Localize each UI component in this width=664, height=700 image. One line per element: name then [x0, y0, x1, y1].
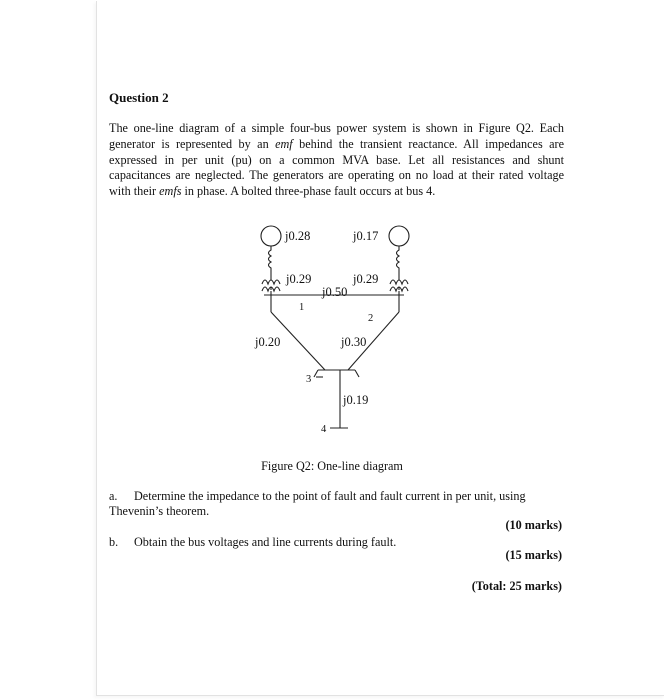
- task-b-text: Obtain the bus voltages and line currents during fault.: [134, 535, 397, 549]
- bus-1-label: 1: [299, 302, 305, 313]
- question-title: Question 2: [109, 90, 169, 105]
- line-3-4-label: j0.19: [343, 393, 369, 407]
- task-a: [109, 489, 564, 519]
- gen1-reactance-label: j0.28: [285, 229, 311, 243]
- line-2-3-label: j0.30: [341, 335, 367, 349]
- task-b: [109, 535, 564, 550]
- one-line-diagram: [250, 220, 420, 435]
- task-a-marks: (10 marks): [505, 518, 562, 532]
- bus-4-label: 4: [321, 424, 327, 435]
- generator-2-reactance-coil: [397, 246, 400, 274]
- generator-2-icon: [389, 226, 409, 246]
- generator-1-icon: [261, 226, 281, 246]
- generator-1-reactance-coil: [269, 246, 272, 274]
- bus-2-label: 2: [368, 313, 374, 324]
- xfmr2-reactance-label: j0.29: [353, 272, 379, 286]
- bus-3-label: 3: [306, 374, 312, 385]
- line-1-3-label: j0.20: [255, 335, 281, 349]
- task-b-marks: (15 marks): [505, 548, 562, 562]
- xfmr1-reactance-label: j0.29: [286, 272, 312, 286]
- transformer-1-icon: [262, 274, 280, 291]
- total-marks: (Total: 25 marks): [471, 579, 562, 593]
- figure-caption: Figure Q2: One-line diagram: [261, 459, 403, 473]
- question-intro: The one-line diagram of a simple four-bus power system is shown in Figure Q2. Each generator is represented by an emf behind the transient reactance. All impedances are expressed in per unit (pu) on a common MVA base. Let all resistances and shunt capacitances are neglected. The generators are operating on no load at their rated voltage with their emfs in phase. A bolted three-phase fault occurs at bus 4.: [109, 121, 565, 199]
- task-a-text: Determine the impedance to the point of fault and fault current in per unit, using Thevenin’s theorem.: [109, 489, 526, 518]
- line-1-2-label: j0.50: [322, 285, 348, 299]
- gen2-reactance-label: j0.17: [353, 229, 379, 243]
- task-a-label: a.: [109, 489, 118, 503]
- transformer-2-icon: [390, 274, 408, 291]
- task-b-label: b.: [109, 535, 119, 549]
